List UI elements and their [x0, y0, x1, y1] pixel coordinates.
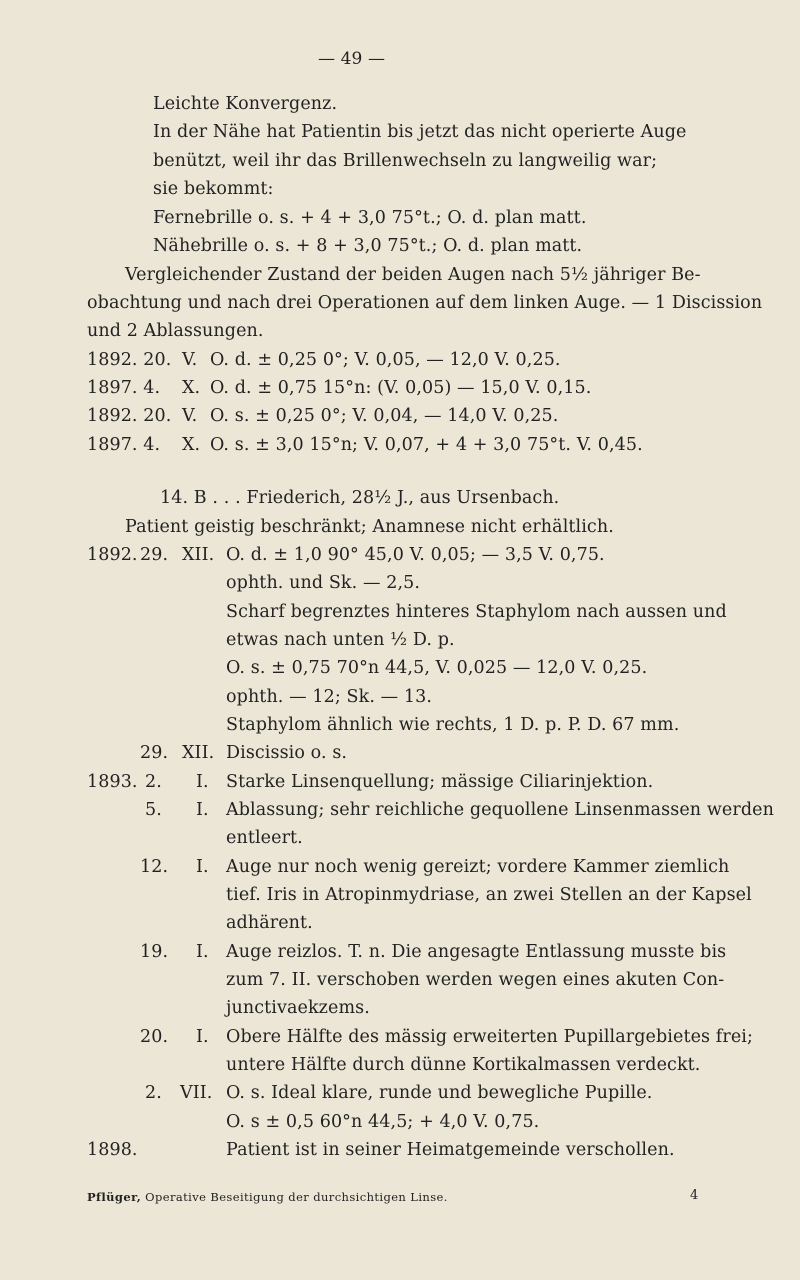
row-text: O. d. ± 0,75 15°n: (V. 0,05) — 15,0 V. 0,15. — [210, 378, 592, 398]
entry-line: Scharf begrenztes hinteres Staphylom nach aussen und — [226, 602, 727, 622]
case-heading: 14. B . . . Friederich, 28½ J., aus Ursenbach. — [160, 488, 560, 508]
entry-line: Auge nur noch wenig gereizt; vordere Kammer ziemlich — [226, 857, 730, 877]
row-text: O. d. ± 0,25 0°; V. 0,05, — 12,0 V. 0,25. — [210, 350, 561, 370]
footer-author: Pflüger, — [87, 1190, 142, 1204]
row-text: O. s. ± 0,25 0°; V. 0,04, — 14,0 V. 0,25. — [210, 406, 559, 426]
entry-day: 20. — [140, 1027, 169, 1047]
case-intro: Patient geistig beschränkt; Anamnese nicht erhältlich. — [125, 517, 614, 537]
entry-line: zum 7. II. verschoben werden wegen eines akuten Con- — [226, 970, 725, 990]
text-line: Nähebrille o. s. + 8 + 3,0 75°t.; O. d. plan matt. — [153, 236, 583, 256]
row-date: 1892. 20. — [87, 350, 172, 370]
entry-year: 1898. — [87, 1140, 138, 1160]
entry-day: 12. — [140, 857, 169, 877]
row-month: X. — [182, 435, 201, 455]
text-line: Vergleichender Zustand der beiden Augen nach 5½ jähriger Be- — [125, 265, 701, 285]
entry-line: tief. Iris in Atropinmydriase, an zwei Stellen an der Kapsel — [226, 885, 752, 905]
row-month: X. — [182, 378, 201, 398]
entry-day: 29. — [140, 545, 169, 565]
entry-month: VII. — [180, 1083, 213, 1103]
entry-line: ophth. — 12; Sk. — 13. — [226, 687, 433, 707]
entry-month: XII. — [182, 743, 215, 763]
entry-line: ophth. und Sk. — 2,5. — [226, 573, 421, 593]
footer-title: Operative Beseitigung der durchsichtigen Linse. — [145, 1190, 448, 1204]
entry-day: 5. — [145, 800, 162, 820]
entry-day: 2. — [145, 772, 162, 792]
entry-line: Obere Hälfte des mässig erweiterten Pupillargebietes frei; — [226, 1027, 753, 1047]
row-date: 1897. 4. — [87, 435, 161, 455]
text-line: Leichte Konvergenz. — [153, 94, 338, 114]
row-month: V. — [182, 406, 198, 426]
entry-year: 1893. — [87, 772, 138, 792]
entry-line: Discissio o. s. — [226, 743, 348, 763]
entry-day: 19. — [140, 942, 169, 962]
entry-month: I. — [196, 772, 209, 792]
entry-line: O. s. Ideal klare, runde und bewegliche Pupille. — [226, 1083, 653, 1103]
entry-line: adhärent. — [226, 913, 313, 933]
text-line: und 2 Ablassungen. — [87, 321, 264, 341]
entry-month: XII. — [182, 545, 215, 565]
row-date: 1897. 4. — [87, 378, 161, 398]
row-date: 1892. 20. — [87, 406, 172, 426]
entry-year: 1892. — [87, 545, 138, 565]
entry-line: junctivaekzems. — [226, 998, 370, 1018]
entry-line: etwas nach unten ½ D. p. — [226, 630, 455, 650]
entry-line: O. d. ± 1,0 90° 45,0 V. 0,05; — 3,5 V. 0,75. — [226, 545, 605, 565]
row-text: O. s. ± 3,0 15°n; V. 0,07, + 4 + 3,0 75°t. V. 0,45. — [210, 435, 643, 455]
entry-month: I. — [196, 942, 209, 962]
row-month: V. — [182, 350, 198, 370]
footer-signature — [87, 1190, 448, 1204]
entry-line: untere Hälfte durch dünne Kortikalmassen verdeckt. — [226, 1055, 701, 1075]
entry-line: O. s. ± 0,75 70°n 44,5, V. 0,025 — 12,0 V. 0,25. — [226, 658, 648, 678]
entry-line: Staphylom ähnlich wie rechts, 1 D. p. P. D. 67 mm. — [226, 715, 680, 735]
page-number: — 49 — — [318, 49, 386, 69]
entry-line: Starke Linsenquellung; mässige Ciliarinjektion. — [226, 772, 654, 792]
entry-month: I. — [196, 1027, 209, 1047]
entry-line: Patient ist in seiner Heimatgemeinde verschollen. — [226, 1140, 675, 1160]
text-line: In der Nähe hat Patientin bis jetzt das nicht operierte Auge — [153, 122, 687, 142]
entry-line: O. s ± 0,5 60°n 44,5; + 4,0 V. 0,75. — [226, 1112, 540, 1132]
text-line: obachtung und nach drei Operationen auf dem linken Auge. — 1 Discission — [87, 293, 763, 313]
entry-line: entleert. — [226, 828, 303, 848]
footer-sheet-number: 4 — [690, 1188, 699, 1203]
entry-day: 29. — [140, 743, 169, 763]
entry-line: Ablassung; sehr reichliche gequollene Linsenmassen werden — [226, 800, 774, 820]
entry-day: 2. — [145, 1083, 162, 1103]
entry-month: I. — [196, 857, 209, 877]
text-line: sie bekommt: — [153, 179, 274, 199]
text-line: Fernebrille o. s. + 4 + 3,0 75°t.; O. d. plan matt. — [153, 208, 587, 228]
entry-month: I. — [196, 800, 209, 820]
entry-line: Auge reizlos. T. n. Die angesagte Entlassung musste bis — [226, 942, 727, 962]
text-line: benützt, weil ihr das Brillenwechseln zu langweilig war; — [153, 151, 658, 171]
